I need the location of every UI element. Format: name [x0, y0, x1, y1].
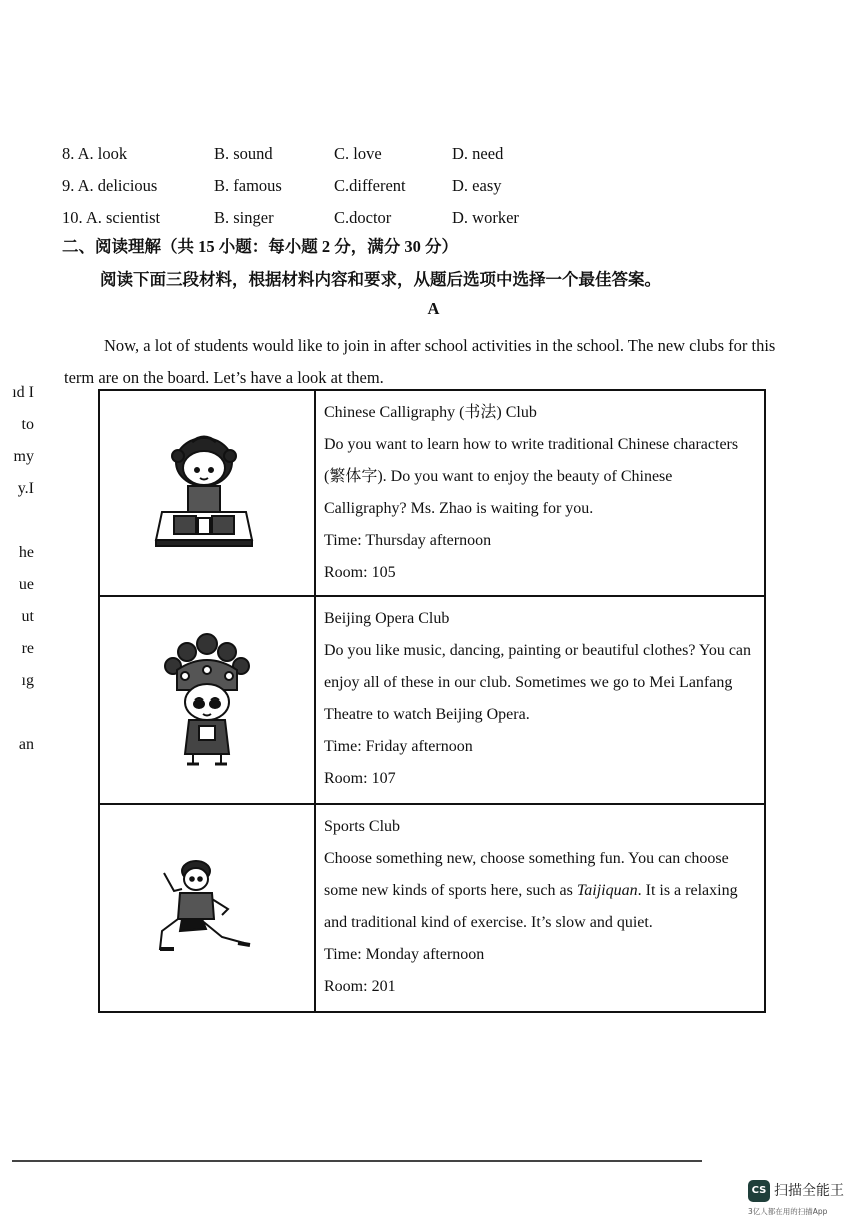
section-title: 二、阅读理解（共 15 小题：每小题 2 分，满分 30 分）	[62, 237, 458, 256]
taijiquan-term: Taijiquan	[576, 882, 638, 899]
option-8a: 8. A. look	[62, 144, 128, 163]
club-description-end: . It is a relaxing and traditional kind of exercise. It’s slow and quiet.	[324, 882, 738, 931]
option-row-9	[62, 170, 572, 202]
club-info-cell	[315, 804, 765, 1012]
club-room: Room: 105	[324, 564, 396, 581]
watermark-tagline: 3亿人都在用的扫描App	[748, 1207, 828, 1216]
club-time: Time: Thursday afternoon	[324, 532, 492, 549]
club-row-sports	[99, 804, 765, 1012]
club-description: Do you like music, dancing, painting or beautiful clothes? You can enjoy all of these in our club. Sometimes we go to Mei Lanfang Theatre to watch Beijing Opera.	[324, 642, 752, 723]
option-8c: C. love	[334, 144, 382, 163]
club-row-opera	[99, 596, 765, 804]
margin-fragment: to	[21, 416, 34, 433]
margin-fragment: an	[18, 736, 34, 753]
margin-fragment: ıg	[21, 672, 34, 689]
option-10c: C.doctor	[334, 208, 392, 227]
club-description-start: Choose something new, choose something fun. You can choose some new kinds of sports here, such as	[324, 850, 729, 899]
option-10b: B. singer	[214, 208, 274, 227]
scanner-watermark	[748, 1178, 858, 1222]
option-row-8	[62, 138, 572, 170]
margin-fragment: ut	[21, 608, 34, 625]
taiji-boy-illustration	[152, 853, 262, 963]
club-room: Room: 201	[324, 978, 396, 995]
option-row-10	[62, 202, 572, 234]
option-8b: B. sound	[214, 144, 273, 163]
answer-options	[62, 138, 572, 234]
watermark-app-name: 扫描全能王	[774, 1183, 844, 1199]
margin-fragment: re	[21, 640, 34, 657]
option-9c: C.different	[334, 176, 406, 195]
option-10a: 10. A. scientist	[62, 208, 161, 227]
option-9b: B. famous	[214, 176, 282, 195]
option-9d: D. easy	[452, 176, 502, 195]
club-info-cell	[315, 596, 765, 804]
club-info-cell	[315, 390, 765, 596]
club-description	[324, 843, 756, 939]
opera-performer-illustration	[157, 630, 257, 770]
margin-fragment: ıd I	[12, 384, 34, 401]
club-name: Beijing Opera Club	[324, 610, 450, 627]
option-9a: 9. A. delicious	[62, 176, 158, 195]
club-name: Chinese Calligraphy (书法) Club	[324, 404, 537, 421]
club-image-cell	[99, 390, 315, 596]
club-time: Time: Monday afternoon	[324, 946, 485, 963]
club-description: Do you want to learn how to write traditional Chinese characters (繁体字). Do you want to enjoy the beauty of Chinese Calligraphy? Ms. Zhao is waiting for you.	[324, 436, 739, 517]
clubs-table	[98, 389, 766, 1013]
camscanner-logo-icon: CS	[748, 1180, 770, 1202]
bottom-divider	[12, 1160, 702, 1162]
margin-fragment: he	[18, 544, 34, 561]
margin-fragment: my	[13, 448, 34, 465]
club-row-calligraphy	[99, 390, 765, 596]
section-instruction: 阅读下面三段材料，根据材料内容和要求，从题后选项中选择一个最佳答案。	[100, 270, 661, 289]
calligraphy-girl-illustration	[152, 428, 262, 558]
club-time: Time: Friday afternoon	[324, 738, 473, 755]
passage-letter: A	[427, 299, 440, 318]
option-8d: D. need	[452, 144, 504, 163]
option-10d: D. worker	[452, 208, 519, 227]
club-room: Room: 107	[324, 770, 396, 787]
club-image-cell	[99, 596, 315, 804]
club-image-cell	[99, 804, 315, 1012]
club-name: Sports Club	[324, 818, 401, 835]
margin-fragment: y.I	[17, 480, 34, 497]
margin-fragment: ue	[18, 576, 34, 593]
passage-intro: Now, a lot of students would like to join in after school activities in the school. The new clubs for this term are on the board. Let’s have a look at them.	[64, 336, 776, 387]
